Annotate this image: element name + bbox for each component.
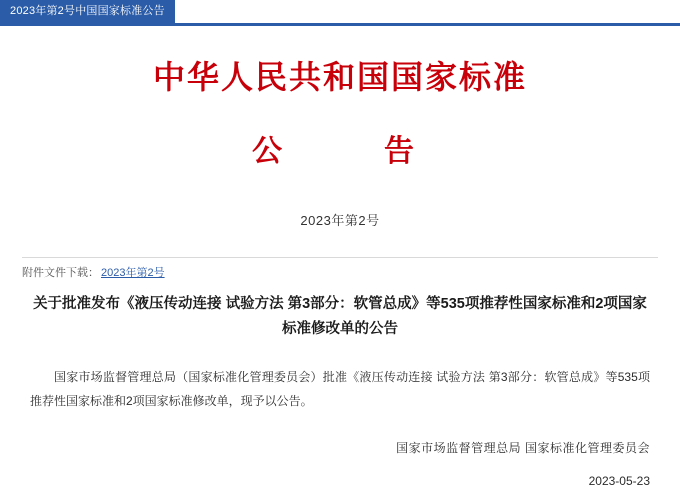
tab-label: 2023年第2号中国国家标准公告 (10, 5, 165, 17)
document-subtitle: 公 告 (252, 135, 428, 168)
attachment-label: 附件文件下载： (22, 267, 99, 279)
tab-announcement[interactable] (0, 0, 175, 23)
document-title: 中华人民共和国国家标准 (152, 59, 527, 95)
announcement-headline: 关于批准发布《液压传动连接 试验方法 第3部分：软管总成》等535项推荐性国家标准和2项国家标准修改单的公告 (33, 296, 647, 338)
announcement-body: 国家市场监督管理总局（国家标准化管理委员会）批准《液压传动连接 试验方法 第3部分：软管总成》等535项推荐性国家标准和2项国家标准修改单，现予以公告。 (30, 369, 650, 408)
issuing-authority: 国家市场监督管理总局 国家标准化管理委员会 (396, 440, 650, 455)
attachment-row (22, 264, 658, 280)
publish-date: 2023-05-23 (588, 473, 650, 488)
divider (22, 257, 658, 258)
tab-bar (0, 0, 680, 26)
issue-number: 2023年第2号 (300, 213, 380, 228)
attachment-download-link[interactable]: 2023年第2号 (101, 267, 165, 279)
masthead (0, 26, 680, 229)
